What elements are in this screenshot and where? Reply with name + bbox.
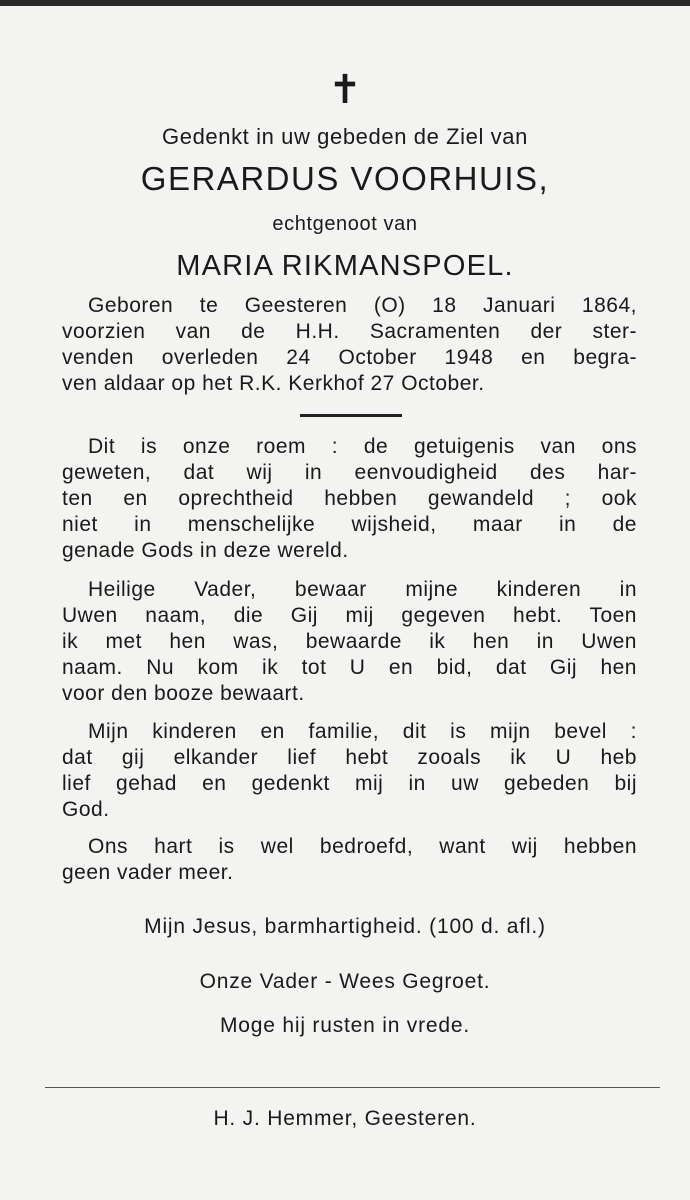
text-line: ik met hen was, bewaarde ik hen in Uwen [62, 630, 637, 653]
text-line: Uwen naam, die Gij mij gegeven hebt. Toen [62, 604, 637, 627]
text-line: Mijn kinderen en familie, dit is mijn bevel : [88, 720, 637, 743]
text-line: naam. Nu kom ik tot U en bid, dat Gij hen [62, 656, 637, 679]
text-line: dat gij elkander lief hebt zooals ik U heb [62, 746, 637, 769]
relation-text: echtgenoot van [272, 213, 418, 235]
deceased-name: GERARDUS VOORHUIS, [140, 160, 550, 197]
text-line: voorzien van de H.H. Sacramenten der ster- [62, 320, 637, 343]
text-line: lief gehad en gedenkt mij in uw gebeden bij [62, 772, 637, 795]
indulgence-text: Mijn Jesus, barmhartigheid. (100 d. afl.) [144, 915, 546, 938]
card-top-edge [0, 0, 690, 6]
biography-paragraph [62, 293, 637, 397]
text-line: Ons hart is wel bedroefd, want wij hebben [88, 835, 637, 858]
text-line: geweten, dat wij in eenvoudigheid des har- [62, 461, 637, 484]
text-line: geen vader meer. [62, 861, 234, 884]
text-line: God. [62, 798, 110, 821]
intro-text: Gedenkt in uw gebeden de Ziel van [162, 124, 528, 149]
prayer-paragraph [62, 577, 637, 707]
printer-text: H. J. Hemmer, Geesteren. [213, 1107, 477, 1130]
rest-text: Moge hij rusten in vrede. [220, 1014, 470, 1037]
scripture-paragraph [62, 434, 637, 564]
long-divider [45, 1087, 660, 1088]
cross-icon: ✝ [328, 67, 362, 113]
text-line: Heilige Vader, bewaar mijne kinderen in [88, 578, 637, 601]
text-line: niet in menschelijke wijsheid, maar in de [62, 513, 637, 536]
family-paragraph [62, 719, 637, 823]
text-line: Dit is onze roem : de getuigenis van ons [88, 435, 637, 458]
text-line: Geboren te Geesteren (O) 18 Januari 1864, [88, 294, 637, 317]
text-line: ten en oprechtheid hebben gewandeld ; ook [62, 487, 637, 510]
text-line: ven aldaar op het R.K. Kerkhof 27 October. [62, 372, 485, 395]
spouse-name: MARIA RIKMANSPOEL. [176, 250, 514, 282]
text-line: venden overleden 24 October 1948 en begra- [62, 346, 637, 369]
prayers-text: Onze Vader - Wees Gegroet. [199, 970, 491, 993]
short-divider [300, 414, 402, 417]
text-line: genade Gods in deze wereld. [62, 539, 349, 562]
grief-paragraph [62, 834, 637, 886]
text-line: voor den booze bewaart. [62, 682, 305, 705]
